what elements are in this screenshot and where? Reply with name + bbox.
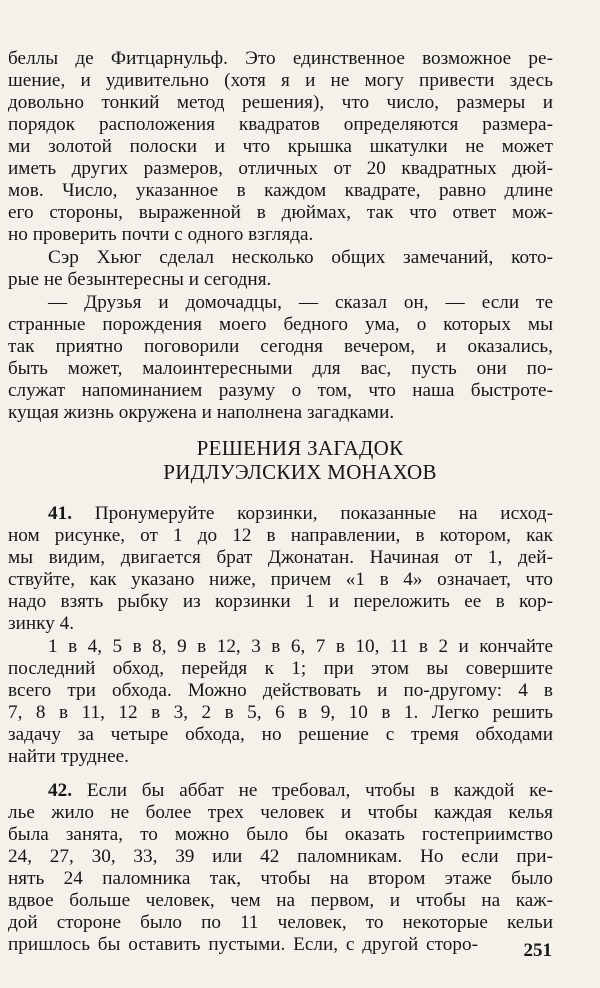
- p41b-line-2: последний обход, перейдя к 1; при этом вы совершите: [8, 658, 553, 679]
- intro-line-2: шение, и удивительно (хотя я и не могу привести здесь: [8, 70, 553, 91]
- p41-line-3: мы видим, двигается брат Джонатан. Начиная от 1, дей-: [8, 547, 553, 568]
- p42-line-3: была занята, то можно было бы оказать гостеприимство: [8, 824, 553, 845]
- p41-line-2: ном рисунке, от 1 до 12 в направлении, в котором, как: [8, 525, 553, 546]
- intro-line-4: порядок расположения квадратов определяются размера-: [8, 114, 553, 135]
- p41b-line-1: 1 в 4, 5 в 8, 9 в 12, 3 в 6, 7 в 10, 11 в 2 и кончайте: [48, 636, 553, 657]
- speech-line-1: — Друзья и домочадцы, — сказал он, — если те: [48, 292, 553, 313]
- p41-first-text: Пронумеруйте корзинки, показанные на исход-: [72, 503, 553, 524]
- p41-line-6: зинку 4.: [8, 613, 75, 634]
- p42-line-4: 24, 27, 30, 33, 39 или 42 паломникам. Но если при-: [8, 846, 553, 867]
- p41b-line-3: всего три обхода. Можно действовать и по-другому: 4 в: [8, 680, 553, 701]
- section-heading-line-1: РЕШЕНИЯ ЗАГАДОК: [196, 436, 404, 460]
- page-number: 251: [523, 940, 552, 961]
- intro-line-1: беллы де Фитцарнульф. Это единственное возможное ре-: [8, 48, 553, 69]
- intro-line-5: ми золотой полоски и что крышка шкатулки не может: [8, 136, 553, 157]
- p42-line-8: пришлось бы оставить пустыми. Если, с другой сторо-: [8, 934, 478, 955]
- intro-line-3: довольно тонкий метод решения), что число, размеры и: [8, 92, 553, 113]
- speech-line-6: кущая жизнь окружена и наполнена загадками.: [8, 402, 395, 423]
- hugh-line-2: рые не безынтересны и сегодня.: [8, 269, 272, 290]
- intro-line-9: но проверить почти с одного взгляда.: [8, 224, 314, 245]
- p42-line-5: нять 24 паломника так, чтобы на втором этаже было: [8, 868, 553, 889]
- p42-line-2: лье жило не более трех человек и чтобы каждая келья: [8, 802, 553, 823]
- p41b-line-5: задачу за четыре обхода, но решение с тремя обходами: [8, 724, 553, 745]
- p41b-line-6: найти труднее.: [8, 746, 129, 767]
- p42-number: 42.: [48, 780, 73, 801]
- p42-first-line: [48, 780, 553, 802]
- intro-line-6: иметь других размеров, отличных от 20 квадратных дюй-: [8, 158, 553, 179]
- p42-line-6: вдвое больше человек, чем на первом, и чтобы на каж-: [8, 890, 553, 911]
- p42-line-7: дой стороне было по 11 человек, то некоторые кельи: [8, 912, 553, 933]
- speech-line-2: странные порождения моего бедного ума, о которых мы: [8, 314, 553, 335]
- speech-line-3: так приятно поговорили сегодня вечером, и оказались,: [8, 336, 553, 357]
- section-heading-line-2: РИДЛУЭЛСКИХ МОНАХОВ: [163, 460, 437, 484]
- speech-line-4: быть может, малоинтересными для вас, пусть они по-: [8, 358, 553, 379]
- p41-line-5: надо взять рыбку из корзинки 1 и переложить ее в кор-: [8, 591, 553, 612]
- p41-number: 41.: [48, 503, 73, 524]
- hugh-line-1: Сэр Хьюг сделал несколько общих замечаний, кото-: [48, 247, 553, 268]
- p41-first-line: [48, 503, 553, 525]
- p41b-line-4: 7, 8 в 11, 12 в 3, 2 в 5, 6 в 9, 10 в 1. Легко решить: [8, 702, 553, 723]
- p41-line-4: ствуйте, как указано ниже, причем «1 в 4» означает, что: [8, 569, 553, 590]
- speech-line-5: служат напоминанием разуму о том, что наша быстроте-: [8, 380, 553, 401]
- intro-line-7: мов. Число, указанное в каждом квадрате, равно длине: [8, 180, 553, 201]
- p42-first-text: Если бы аббат не требовал, чтобы в каждой ке-: [72, 780, 553, 801]
- intro-line-8: его стороны, выраженной в дюймах, так что ответ мож-: [8, 202, 553, 223]
